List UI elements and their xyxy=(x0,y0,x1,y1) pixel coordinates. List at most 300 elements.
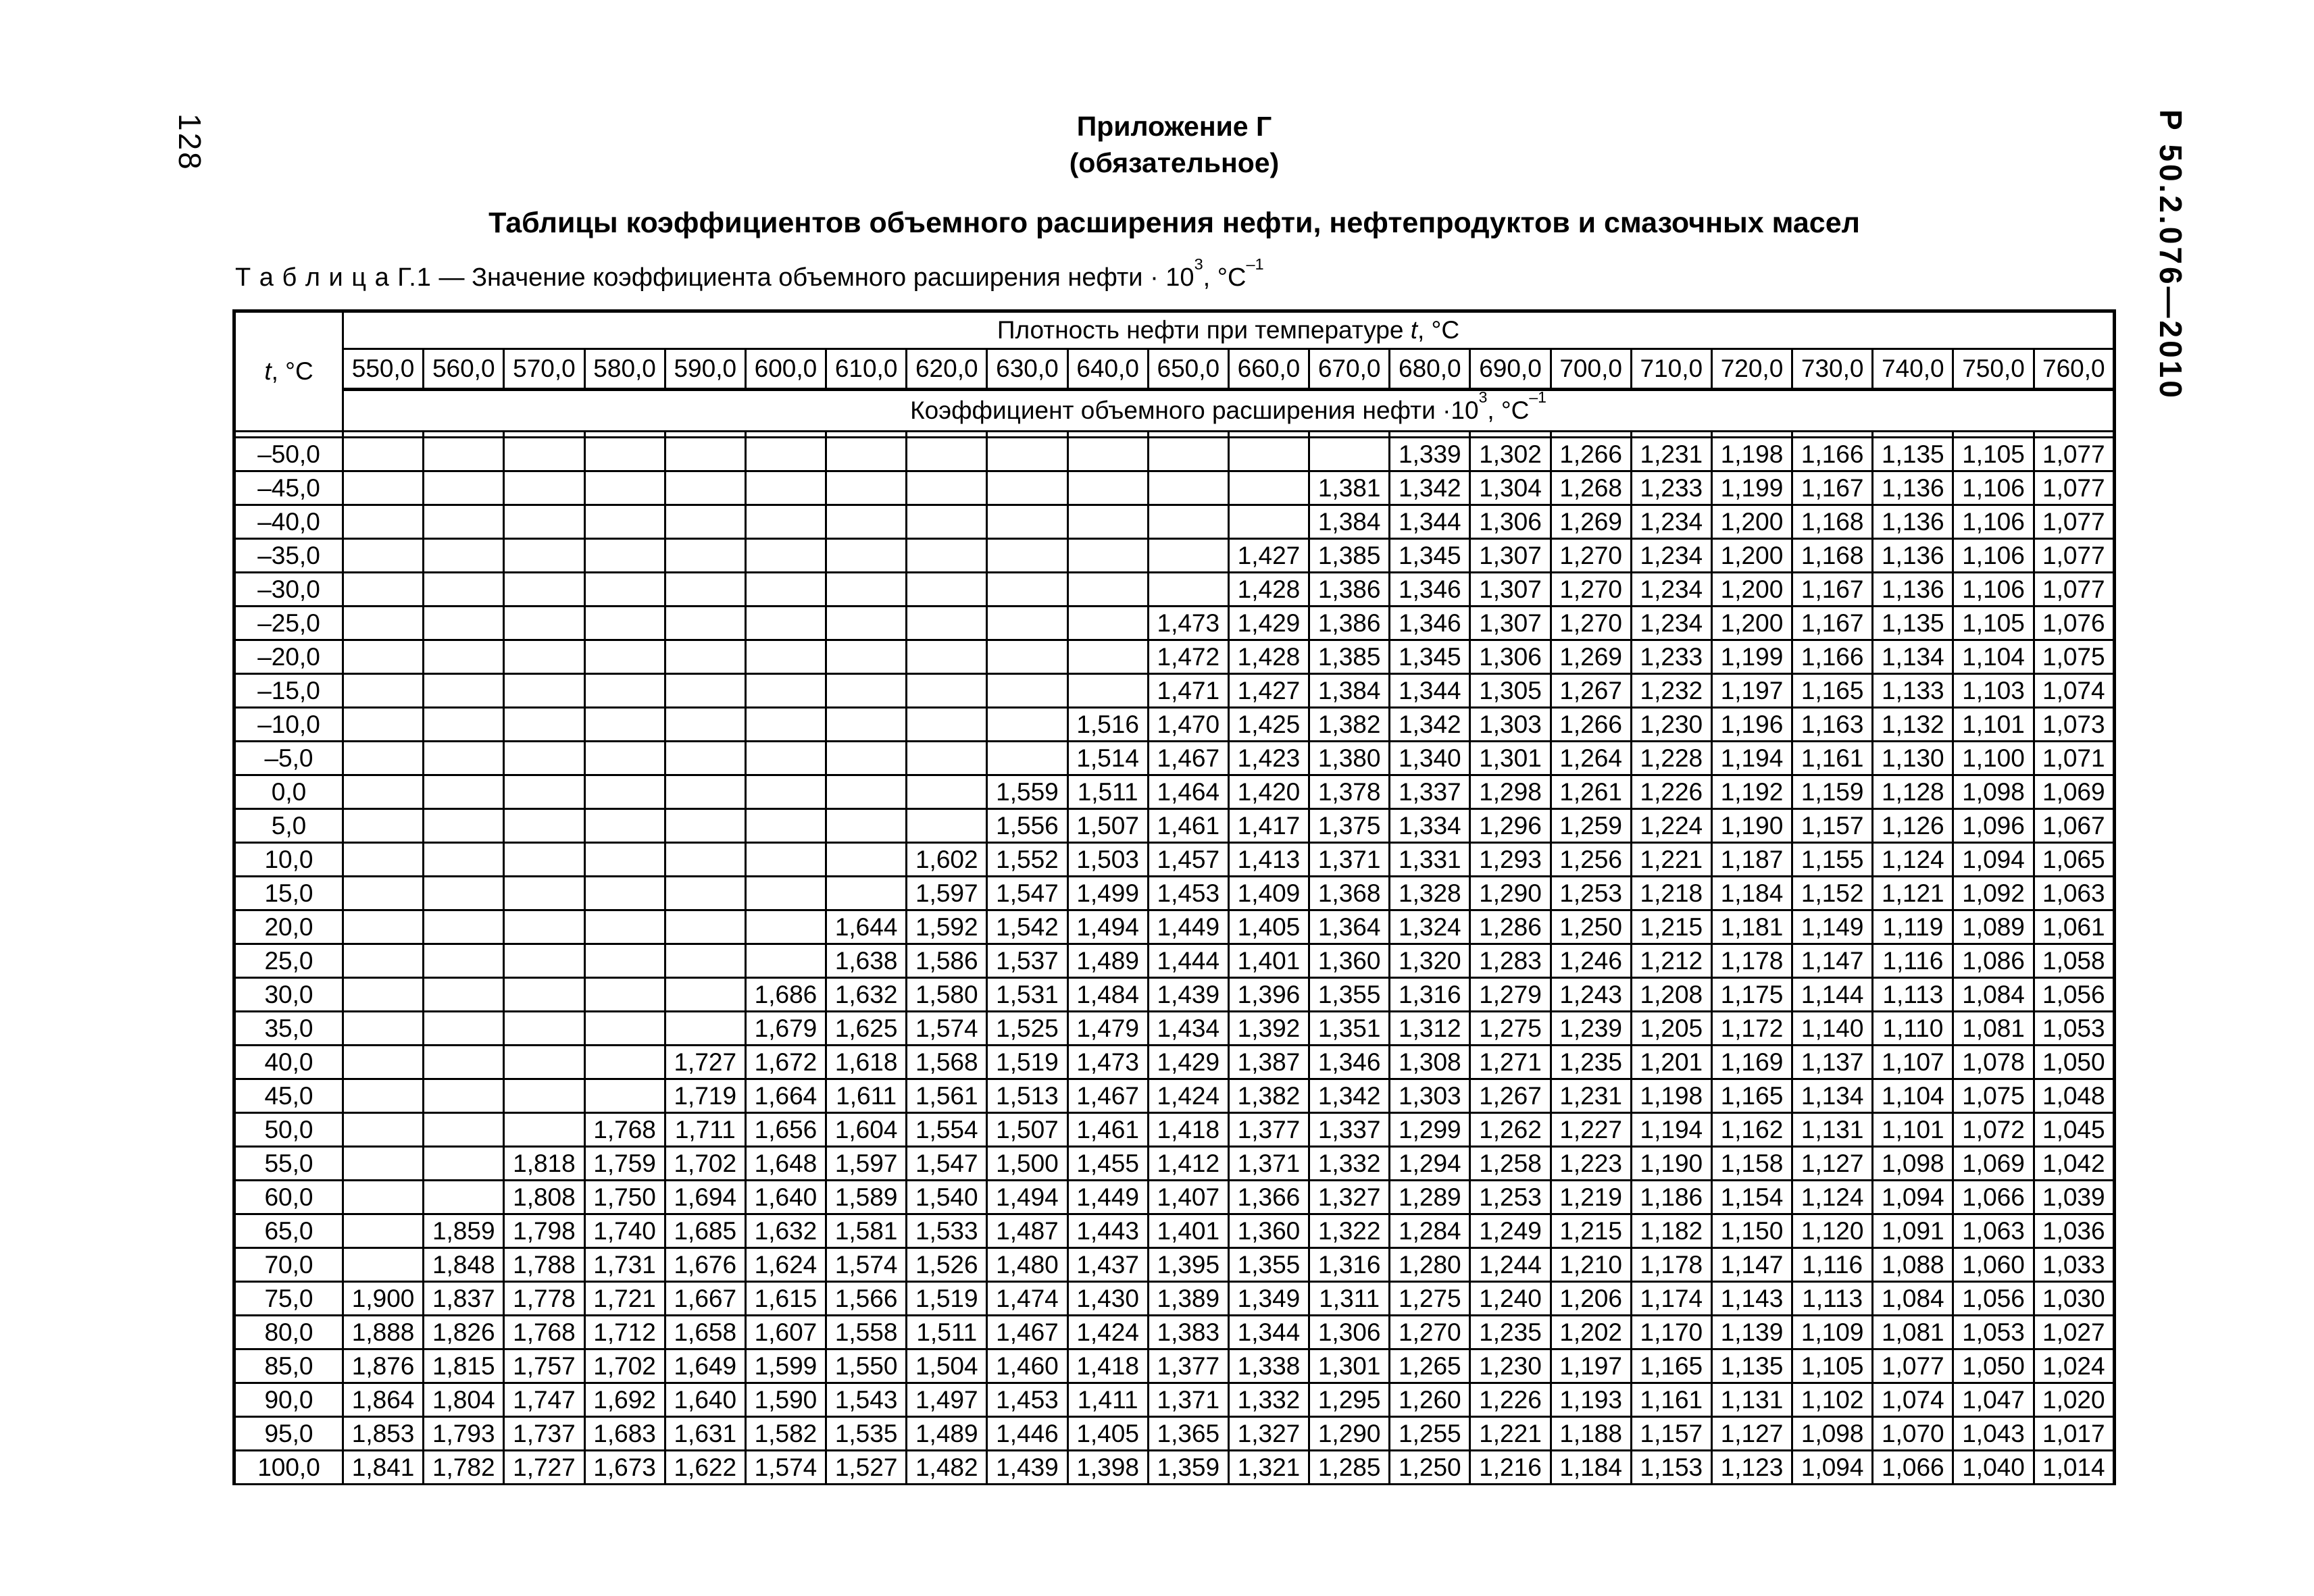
value-cell xyxy=(424,775,504,809)
value-cell xyxy=(745,775,826,809)
value-cell: 1,267 xyxy=(1551,674,1631,708)
value-cell xyxy=(987,708,1067,742)
value-cell: 1,040 xyxy=(1953,1451,2034,1485)
column-header: 680,0 xyxy=(1390,349,1470,390)
value-cell: 1,161 xyxy=(1631,1383,1711,1417)
value-cell: 1,604 xyxy=(826,1113,907,1147)
value-cell: 1,489 xyxy=(907,1417,987,1451)
value-cell: 1,152 xyxy=(1792,877,1873,910)
value-cell: 1,089 xyxy=(1953,910,2034,944)
value-cell: 1,158 xyxy=(1711,1147,1792,1181)
value-cell: 1,580 xyxy=(907,978,987,1012)
value-cell: 1,301 xyxy=(1309,1349,1390,1383)
value-cell xyxy=(826,877,907,910)
value-cell: 1,223 xyxy=(1551,1147,1631,1181)
temperature-cell: 0,0 xyxy=(234,775,343,809)
value-cell xyxy=(504,674,584,708)
value-cell xyxy=(826,843,907,877)
value-cell: 1,163 xyxy=(1792,708,1873,742)
value-cell: 1,437 xyxy=(1067,1248,1148,1282)
value-cell xyxy=(343,944,424,978)
value-cell: 1,249 xyxy=(1470,1214,1551,1248)
value-cell: 1,150 xyxy=(1711,1214,1792,1248)
value-cell xyxy=(504,505,584,539)
value-cell xyxy=(987,471,1067,505)
value-cell xyxy=(584,809,665,843)
value-cell: 1,446 xyxy=(987,1417,1067,1451)
value-cell: 1,638 xyxy=(826,944,907,978)
value-cell: 1,497 xyxy=(907,1383,987,1417)
value-cell xyxy=(424,910,504,944)
value-cell: 1,685 xyxy=(665,1214,745,1248)
value-cell: 1,547 xyxy=(987,877,1067,910)
value-cell: 1,516 xyxy=(1067,708,1148,742)
column-header: 570,0 xyxy=(504,349,584,390)
value-cell: 1,664 xyxy=(745,1079,826,1113)
value-cell: 1,719 xyxy=(665,1079,745,1113)
value-cell: 1,101 xyxy=(1873,1113,1953,1147)
value-cell: 1,590 xyxy=(745,1383,826,1417)
value-cell: 1,702 xyxy=(665,1147,745,1181)
table-row xyxy=(234,1046,2115,1079)
value-cell xyxy=(907,674,987,708)
value-cell: 1,253 xyxy=(1470,1181,1551,1214)
value-cell: 1,307 xyxy=(1470,573,1551,607)
value-cell xyxy=(745,742,826,775)
value-cell xyxy=(343,674,424,708)
value-cell: 1,134 xyxy=(1873,640,1953,674)
value-cell: 1,439 xyxy=(1148,978,1228,1012)
table-row xyxy=(234,1417,2115,1451)
value-cell: 1,747 xyxy=(504,1383,584,1417)
temperature-cell: –25,0 xyxy=(234,607,343,640)
value-cell: 1,102 xyxy=(1792,1383,1873,1417)
column-header: 630,0 xyxy=(987,349,1067,390)
value-cell xyxy=(424,1046,504,1079)
value-cell: 1,511 xyxy=(907,1316,987,1349)
value-cell: 1,683 xyxy=(584,1417,665,1451)
value-cell xyxy=(343,1046,424,1079)
value-cell: 1,116 xyxy=(1792,1248,1873,1282)
value-cell xyxy=(665,539,745,573)
value-cell: 1,471 xyxy=(1148,674,1228,708)
value-cell: 1,727 xyxy=(665,1046,745,1079)
value-cell: 1,815 xyxy=(424,1349,504,1383)
temperature-cell: –30,0 xyxy=(234,573,343,607)
value-cell xyxy=(504,708,584,742)
table-caption-exponent: 3 xyxy=(1194,255,1203,273)
value-cell xyxy=(1228,471,1309,505)
value-cell: 1,014 xyxy=(2034,1451,2114,1485)
value-cell: 1,808 xyxy=(504,1181,584,1214)
value-cell: 1,826 xyxy=(424,1316,504,1349)
value-cell: 1,804 xyxy=(424,1383,504,1417)
value-cell: 1,200 xyxy=(1711,505,1792,539)
value-cell: 1,134 xyxy=(1792,1079,1873,1113)
value-cell: 1,139 xyxy=(1711,1316,1792,1349)
value-cell: 1,172 xyxy=(1711,1012,1792,1046)
value-cell xyxy=(907,607,987,640)
coefficient-units-exponent: –1 xyxy=(1529,389,1546,407)
value-cell: 1,360 xyxy=(1228,1214,1309,1248)
value-cell: 1,449 xyxy=(1148,910,1228,944)
value-cell: 1,740 xyxy=(584,1214,665,1248)
value-cell: 1,864 xyxy=(343,1383,424,1417)
value-cell: 1,428 xyxy=(1228,573,1309,607)
value-cell xyxy=(424,1147,504,1181)
value-cell xyxy=(826,640,907,674)
value-cell: 1,234 xyxy=(1631,539,1711,573)
value-cell: 1,556 xyxy=(987,809,1067,843)
value-cell: 1,385 xyxy=(1309,640,1390,674)
value-cell xyxy=(504,1046,584,1079)
value-cell: 1,250 xyxy=(1551,910,1631,944)
table-caption-text: Значение коэффициента объемного расширения нефти · 10 xyxy=(472,263,1194,292)
value-cell: 1,157 xyxy=(1631,1417,1711,1451)
value-cell: 1,221 xyxy=(1470,1417,1551,1451)
value-cell xyxy=(987,573,1067,607)
value-cell: 1,383 xyxy=(1148,1316,1228,1349)
value-cell: 1,778 xyxy=(504,1282,584,1316)
value-cell xyxy=(343,978,424,1012)
value-cell: 1,132 xyxy=(1873,708,1953,742)
value-cell: 1,444 xyxy=(1148,944,1228,978)
value-cell: 1,599 xyxy=(745,1349,826,1383)
value-cell: 1,602 xyxy=(907,843,987,877)
value-cell: 1,262 xyxy=(1470,1113,1551,1147)
value-cell xyxy=(665,910,745,944)
temperature-cell: –10,0 xyxy=(234,708,343,742)
value-cell: 1,371 xyxy=(1309,843,1390,877)
column-header: 700,0 xyxy=(1551,349,1631,390)
value-cell: 1,167 xyxy=(1792,471,1873,505)
value-cell: 1,405 xyxy=(1067,1417,1148,1451)
value-cell: 1,324 xyxy=(1390,910,1470,944)
value-cell xyxy=(504,877,584,910)
value-cell: 1,533 xyxy=(907,1214,987,1248)
document-title: Таблицы коэффициентов объемного расширения нефти, нефтепродуктов и смазочных масел xyxy=(488,207,1860,239)
value-cell: 1,198 xyxy=(1711,438,1792,471)
value-cell: 1,240 xyxy=(1470,1282,1551,1316)
value-cell: 1,086 xyxy=(1953,944,2034,978)
temperature-cell: 20,0 xyxy=(234,910,343,944)
value-cell xyxy=(343,1079,424,1113)
value-cell: 1,494 xyxy=(1067,910,1148,944)
value-cell xyxy=(584,1012,665,1046)
value-cell: 1,721 xyxy=(584,1282,665,1316)
value-cell xyxy=(665,1012,745,1046)
double-rule-cell xyxy=(665,432,745,438)
value-cell: 1,036 xyxy=(2034,1214,2114,1248)
value-cell xyxy=(745,708,826,742)
value-cell: 1,106 xyxy=(1953,505,2034,539)
table-row xyxy=(234,1113,2115,1147)
value-cell xyxy=(504,1012,584,1046)
value-cell: 1,737 xyxy=(504,1417,584,1451)
value-cell xyxy=(1067,573,1148,607)
value-cell xyxy=(907,539,987,573)
value-cell: 1,782 xyxy=(424,1451,504,1485)
value-cell xyxy=(907,505,987,539)
value-cell: 1,091 xyxy=(1873,1214,1953,1248)
value-cell: 1,137 xyxy=(1792,1046,1873,1079)
double-rule-cell xyxy=(1792,432,1873,438)
value-cell xyxy=(504,539,584,573)
value-cell: 1,063 xyxy=(2034,877,2114,910)
value-cell: 1,574 xyxy=(907,1012,987,1046)
value-cell: 1,194 xyxy=(1711,742,1792,775)
value-cell: 1,434 xyxy=(1148,1012,1228,1046)
coefficient-exponent: 3 xyxy=(1478,389,1488,407)
value-cell: 1,368 xyxy=(1309,877,1390,910)
value-cell: 1,140 xyxy=(1792,1012,1873,1046)
value-cell: 1,418 xyxy=(1148,1113,1228,1147)
table-row xyxy=(234,1181,2115,1214)
value-cell: 1,208 xyxy=(1631,978,1711,1012)
value-cell: 1,202 xyxy=(1551,1316,1631,1349)
value-cell: 1,425 xyxy=(1228,708,1309,742)
value-cell xyxy=(665,607,745,640)
value-cell: 1,667 xyxy=(665,1282,745,1316)
value-cell: 1,181 xyxy=(1711,910,1792,944)
table-caption-dash: — xyxy=(431,263,472,292)
value-cell: 1,077 xyxy=(2034,471,2114,505)
value-cell: 1,135 xyxy=(1873,438,1953,471)
value-cell: 1,205 xyxy=(1631,1012,1711,1046)
value-cell: 1,269 xyxy=(1551,505,1631,539)
value-cell: 1,212 xyxy=(1631,944,1711,978)
value-cell xyxy=(343,809,424,843)
double-rule-cell xyxy=(1309,432,1390,438)
value-cell: 1,094 xyxy=(1873,1181,1953,1214)
value-cell: 1,640 xyxy=(745,1181,826,1214)
value-cell: 1,460 xyxy=(987,1349,1067,1383)
table-row xyxy=(234,1282,2115,1316)
value-cell: 1,073 xyxy=(2034,708,2114,742)
value-cell xyxy=(424,471,504,505)
value-cell: 1,186 xyxy=(1631,1181,1711,1214)
value-cell: 1,084 xyxy=(1953,978,2034,1012)
value-cell xyxy=(343,843,424,877)
value-cell xyxy=(504,978,584,1012)
value-cell: 1,232 xyxy=(1631,674,1711,708)
value-cell: 1,103 xyxy=(1953,674,2034,708)
appendix-heading: Приложение Г xyxy=(1076,111,1272,142)
temperature-cell: 75,0 xyxy=(234,1282,343,1316)
value-cell: 1,170 xyxy=(1631,1316,1711,1349)
value-cell: 1,401 xyxy=(1228,944,1309,978)
value-cell: 1,355 xyxy=(1309,978,1390,1012)
value-cell xyxy=(343,877,424,910)
double-rule-cell xyxy=(1631,432,1711,438)
double-rule-cell xyxy=(987,432,1067,438)
value-cell xyxy=(343,573,424,607)
value-cell: 1,876 xyxy=(343,1349,424,1383)
double-rule-cell xyxy=(1148,432,1228,438)
value-cell: 1,224 xyxy=(1631,809,1711,843)
value-cell: 1,303 xyxy=(1390,1079,1470,1113)
value-cell: 1,582 xyxy=(745,1417,826,1451)
value-cell: 1,042 xyxy=(2034,1147,2114,1181)
value-cell xyxy=(424,742,504,775)
double-rule-cell xyxy=(424,432,504,438)
value-cell: 1,119 xyxy=(1873,910,1953,944)
value-cell: 1,270 xyxy=(1551,539,1631,573)
value-cell xyxy=(907,471,987,505)
value-cell: 1,731 xyxy=(584,1248,665,1282)
value-cell: 1,837 xyxy=(424,1282,504,1316)
table-row xyxy=(234,471,2115,505)
value-cell xyxy=(424,438,504,471)
value-cell: 1,344 xyxy=(1390,674,1470,708)
value-cell: 1,568 xyxy=(907,1046,987,1079)
value-cell xyxy=(343,607,424,640)
value-cell: 1,094 xyxy=(1953,843,2034,877)
value-cell: 1,033 xyxy=(2034,1248,2114,1282)
value-cell: 1,398 xyxy=(1067,1451,1148,1485)
value-cell: 1,364 xyxy=(1309,910,1390,944)
value-cell: 1,265 xyxy=(1390,1349,1470,1383)
value-cell: 1,234 xyxy=(1631,607,1711,640)
value-cell: 1,290 xyxy=(1470,877,1551,910)
value-cell: 1,067 xyxy=(2034,809,2114,843)
value-cell: 1,338 xyxy=(1228,1349,1309,1383)
value-cell: 1,077 xyxy=(1873,1349,1953,1383)
value-cell: 1,201 xyxy=(1631,1046,1711,1079)
value-cell: 1,768 xyxy=(584,1113,665,1147)
value-cell: 1,260 xyxy=(1390,1383,1470,1417)
value-cell: 1,461 xyxy=(1067,1113,1148,1147)
value-cell: 1,788 xyxy=(504,1248,584,1282)
table-row xyxy=(234,775,2115,809)
value-cell: 1,271 xyxy=(1470,1046,1551,1079)
value-cell: 1,384 xyxy=(1309,674,1390,708)
value-cell: 1,187 xyxy=(1711,843,1792,877)
value-cell: 1,430 xyxy=(1067,1282,1148,1316)
value-cell xyxy=(665,843,745,877)
value-cell: 1,253 xyxy=(1551,877,1631,910)
table-row xyxy=(234,944,2115,978)
value-cell: 1,513 xyxy=(987,1079,1067,1113)
value-cell: 1,377 xyxy=(1228,1113,1309,1147)
value-cell: 1,302 xyxy=(1470,438,1551,471)
value-cell: 1,197 xyxy=(1551,1349,1631,1383)
value-cell: 1,056 xyxy=(2034,978,2114,1012)
value-cell xyxy=(1067,640,1148,674)
value-cell: 1,178 xyxy=(1711,944,1792,978)
value-cell: 1,360 xyxy=(1309,944,1390,978)
value-cell xyxy=(504,910,584,944)
value-cell xyxy=(665,674,745,708)
value-cell: 1,100 xyxy=(1953,742,2034,775)
value-cell xyxy=(665,742,745,775)
value-cell: 1,159 xyxy=(1792,775,1873,809)
value-cell xyxy=(584,471,665,505)
value-cell: 1,420 xyxy=(1228,775,1309,809)
value-cell: 1,283 xyxy=(1470,944,1551,978)
value-cell: 1,105 xyxy=(1953,607,2034,640)
value-cell: 1,429 xyxy=(1228,607,1309,640)
table-row xyxy=(234,1147,2115,1181)
value-cell: 1,306 xyxy=(1470,505,1551,539)
value-cell xyxy=(343,1147,424,1181)
value-cell xyxy=(424,573,504,607)
value-cell xyxy=(504,809,584,843)
value-cell: 1,757 xyxy=(504,1349,584,1383)
value-cell xyxy=(665,505,745,539)
value-cell: 1,712 xyxy=(584,1316,665,1349)
value-cell: 1,136 xyxy=(1873,505,1953,539)
value-cell xyxy=(1148,573,1228,607)
temperature-cell: –45,0 xyxy=(234,471,343,505)
value-cell: 1,197 xyxy=(1711,674,1792,708)
value-cell: 1,327 xyxy=(1228,1417,1309,1451)
value-cell: 1,123 xyxy=(1711,1451,1792,1485)
value-cell: 1,644 xyxy=(826,910,907,944)
value-cell: 1,298 xyxy=(1470,775,1551,809)
value-cell xyxy=(424,877,504,910)
value-cell: 1,389 xyxy=(1148,1282,1228,1316)
value-cell: 1,558 xyxy=(826,1316,907,1349)
value-cell xyxy=(907,708,987,742)
column-header: 750,0 xyxy=(1953,349,2034,390)
value-cell: 1,239 xyxy=(1551,1012,1631,1046)
temperature-cell: –35,0 xyxy=(234,539,343,573)
value-cell xyxy=(745,607,826,640)
table-caption-label: Т а б л и ц а Г.1 xyxy=(235,263,432,292)
appendix-note: (обязательное) xyxy=(1069,147,1280,178)
value-cell xyxy=(424,708,504,742)
value-cell xyxy=(343,708,424,742)
value-cell xyxy=(343,1248,424,1282)
value-cell: 1,527 xyxy=(826,1451,907,1485)
value-cell xyxy=(584,505,665,539)
value-cell xyxy=(584,607,665,640)
value-cell: 1,511 xyxy=(1067,775,1148,809)
value-cell: 1,231 xyxy=(1631,438,1711,471)
value-cell: 1,841 xyxy=(343,1451,424,1485)
value-cell: 1,611 xyxy=(826,1079,907,1113)
value-cell xyxy=(584,910,665,944)
value-cell xyxy=(745,640,826,674)
value-cell: 1,423 xyxy=(1228,742,1309,775)
value-cell: 1,507 xyxy=(987,1113,1067,1147)
value-cell xyxy=(665,640,745,674)
value-cell xyxy=(826,809,907,843)
value-cell: 1,332 xyxy=(1309,1147,1390,1181)
value-cell: 1,270 xyxy=(1551,607,1631,640)
value-cell: 1,484 xyxy=(1067,978,1148,1012)
value-cell: 1,215 xyxy=(1631,910,1711,944)
value-cell xyxy=(745,843,826,877)
temperature-cell: 35,0 xyxy=(234,1012,343,1046)
value-cell: 1,200 xyxy=(1711,607,1792,640)
table-row xyxy=(234,438,2115,471)
value-cell: 1,165 xyxy=(1711,1079,1792,1113)
value-cell xyxy=(745,910,826,944)
value-cell xyxy=(826,775,907,809)
value-cell: 1,081 xyxy=(1953,1012,2034,1046)
value-cell: 1,077 xyxy=(2034,539,2114,573)
value-cell: 1,210 xyxy=(1551,1248,1631,1282)
value-cell: 1,198 xyxy=(1631,1079,1711,1113)
value-cell xyxy=(1148,539,1228,573)
value-cell: 1,124 xyxy=(1873,843,1953,877)
value-cell: 1,024 xyxy=(2034,1349,2114,1383)
value-cell: 1,128 xyxy=(1873,775,1953,809)
value-cell xyxy=(424,1079,504,1113)
value-cell: 1,266 xyxy=(1551,708,1631,742)
